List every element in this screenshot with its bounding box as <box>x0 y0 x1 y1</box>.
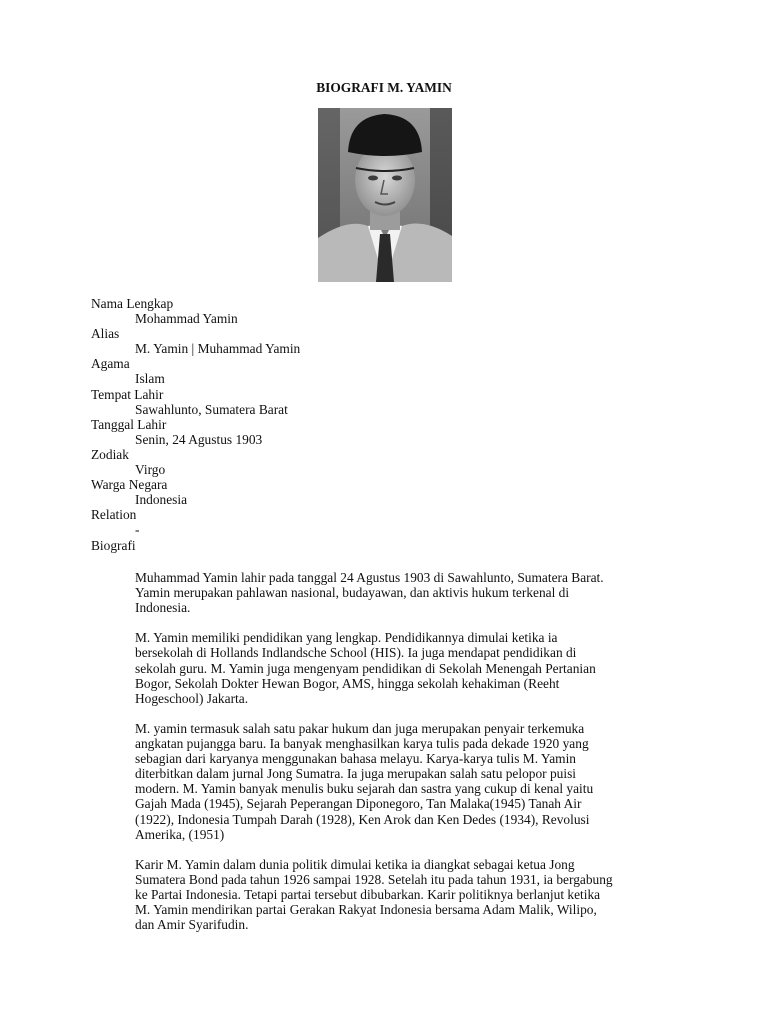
field-value-zodiak: Virgo <box>135 462 166 478</box>
bio-paragraph-3 <box>135 721 675 842</box>
bio-line: Gajah Mada (1945), Sejarah Peperangan Diponegoro, Tan Malaka(1945) Tanah Air <box>135 796 582 812</box>
bio-paragraph-2 <box>135 630 675 705</box>
field-value-relation: - <box>135 522 140 538</box>
bio-line: modern. M. Yamin banyak menulis buku sejarah dan sastra yang cukup di kenal yaitu <box>135 781 594 797</box>
bio-line: diterbitkan dalam jurnal Jong Sumatra. Ia juga merupakan salah satu pelopor puisi <box>135 766 577 782</box>
bio-line: Yamin merupakan pahlawan nasional, budayawan, dan aktivis hukum terkenal di <box>135 585 570 601</box>
field-label-warga-negara: Warga Negara <box>91 477 168 493</box>
field-label-alias: Alias <box>91 326 120 342</box>
field-value-warga-negara: Indonesia <box>135 492 188 508</box>
field-value-alias: M. Yamin | Muhammad Yamin <box>135 341 301 357</box>
bio-paragraph-4 <box>135 857 675 932</box>
bio-line: M. Yamin mendirikan partai Gerakan Rakyat Indonesia bersama Adam Malik, Wilipo, <box>135 902 597 918</box>
bio-line: Amerika, (1951) <box>135 826 225 842</box>
bio-line: Hogeschool) Jakarta. <box>135 690 249 706</box>
field-value-tanggal-lahir: Senin, 24 Agustus 1903 <box>135 431 263 447</box>
field-value-nama-lengkap: Mohammad Yamin <box>135 311 238 327</box>
bio-line: Indonesia. <box>135 600 191 616</box>
portrait-photo <box>318 108 452 282</box>
field-label-zodiak: Zodiak <box>91 446 129 462</box>
field-value-tempat-lahir: Sawahlunto, Sumatera Barat <box>135 401 288 417</box>
bio-line: M. yamin termasuk salah satu pakar hukum dan juga merupakan penyair terkemuka <box>135 720 585 736</box>
bio-line: ke Partai Indonesia. Tetapi partai tersebut dibubarkan. Karir politiknya berlanjut ketika <box>135 886 601 902</box>
biography-text <box>135 570 675 947</box>
bio-paragraph-1 <box>135 570 675 615</box>
field-value-agama: Islam <box>135 371 165 387</box>
profile-fields <box>91 296 691 553</box>
field-label-biografi: Biografi <box>91 537 136 553</box>
bio-line: Karir M. Yamin dalam dunia politik dimulai ketika ia diangkat sebagai ketua Jong <box>135 856 575 872</box>
bio-line: Bogor, Sekolah Dokter Hewan Bogor, AMS, hingga sekolah kehakiman (Reeht <box>135 675 560 691</box>
bio-line: angkatan pujangga baru. Ia banyak menghasilkan karya tulis pada dekade 1920 yang <box>135 736 589 752</box>
field-label-nama-lengkap: Nama Lengkap <box>91 296 174 311</box>
field-label-tempat-lahir: Tempat Lahir <box>91 386 164 402</box>
bio-line: bersekolah di Hollands Indlandsche School (HIS). Ia juga mendapat pendidikan di <box>135 645 577 661</box>
field-label-tanggal-lahir: Tanggal Lahir <box>91 416 167 432</box>
bio-line: sekolah guru. M. Yamin juga mengenyam pendidikan di Sekolah Menengah Pertanian <box>135 660 596 676</box>
bio-line: Muhammad Yamin lahir pada tanggal 24 Agustus 1903 di Sawahlunto, Sumatera Barat. <box>135 570 604 585</box>
bio-line: sebagian dari karyanya menggunakan bahasa melayu. Karya-karya tulis M. Yamin <box>135 751 577 767</box>
document-title: BIOGRAFI M. YAMIN <box>316 80 452 95</box>
field-label-relation: Relation <box>91 507 137 523</box>
bio-line: Sumatera Bond pada tahun 1926 sampai 1928. Setelah itu pada tahun 1931, ia bergabung <box>135 871 613 887</box>
bio-line: dan Amir Syarifudin. <box>135 917 249 933</box>
field-label-agama: Agama <box>91 356 130 372</box>
bio-line: (1922), Indonesia Tumpah Darah (1928), Ken Arok dan Ken Dedes (1934), Revolusi <box>135 811 590 827</box>
bio-line: M. Yamin memiliki pendidikan yang lengkap. Pendidikannya dimulai ketika ia <box>135 630 558 646</box>
